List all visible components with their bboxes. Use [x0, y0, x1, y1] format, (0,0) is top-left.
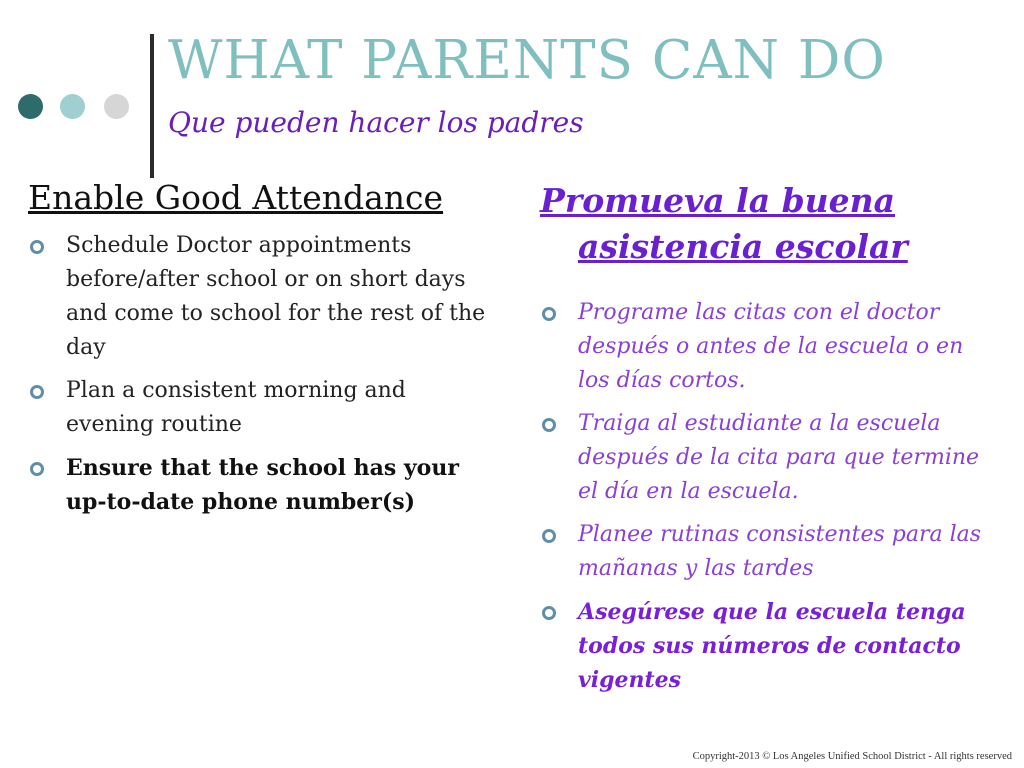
bullet-icon	[30, 385, 44, 399]
spanish-heading	[540, 178, 1000, 270]
spanish-heading-line2: asistencia escolar	[578, 227, 908, 266]
list-item	[540, 296, 1000, 398]
list-item-text: Planee rutinas consistentes para las mañanas y las tardes	[578, 522, 982, 581]
bullet-icon	[542, 529, 556, 543]
bullet-icon	[542, 307, 556, 321]
slide-title: WHAT PARENTS CAN DO	[168, 30, 886, 91]
spanish-heading-line1: Promueva la buena	[540, 181, 896, 220]
decorative-dot-teal	[60, 94, 85, 119]
title-divider	[150, 34, 154, 178]
spanish-column	[540, 178, 1000, 706]
decorative-dot-gray	[104, 94, 129, 119]
list-item-text: Traiga al estudiante a la escuela después de la cita para que termine el día en la escuela.	[578, 411, 980, 504]
bullet-icon	[30, 462, 44, 476]
list-item-text: Programe las citas con el doctor después o antes de la escuela o en los días cortos.	[578, 300, 964, 393]
bullet-icon	[542, 606, 556, 620]
list-item-text: Asegúrese que la escuela tenga todos sus números de contacto vigentes	[578, 599, 966, 693]
list-item	[540, 407, 1000, 509]
copyright-footer: Copyright-2013 © Los Angeles Unified School District - All rights reserved	[692, 751, 1012, 762]
list-item-text: Ensure that the school has your up-to-date phone number(s)	[66, 455, 459, 515]
decorative-dot-dark	[18, 94, 43, 119]
list-item	[28, 374, 498, 442]
list-item	[540, 595, 1000, 697]
english-heading: Enable Good Attendance	[28, 178, 444, 217]
spanish-list	[540, 296, 1000, 697]
list-item	[540, 518, 1000, 586]
list-item-text: Schedule Doctor appointments before/after school or on short days and come to school for the rest of the day	[66, 233, 486, 360]
english-list	[28, 229, 498, 519]
list-item	[28, 451, 498, 519]
slide-subtitle: Que pueden hacer los padres	[168, 106, 584, 139]
bullet-icon	[542, 418, 556, 432]
list-item-text: Plan a consistent morning and evening routine	[66, 378, 406, 437]
list-item	[28, 229, 498, 365]
bullet-icon	[30, 240, 44, 254]
english-column	[28, 178, 498, 528]
